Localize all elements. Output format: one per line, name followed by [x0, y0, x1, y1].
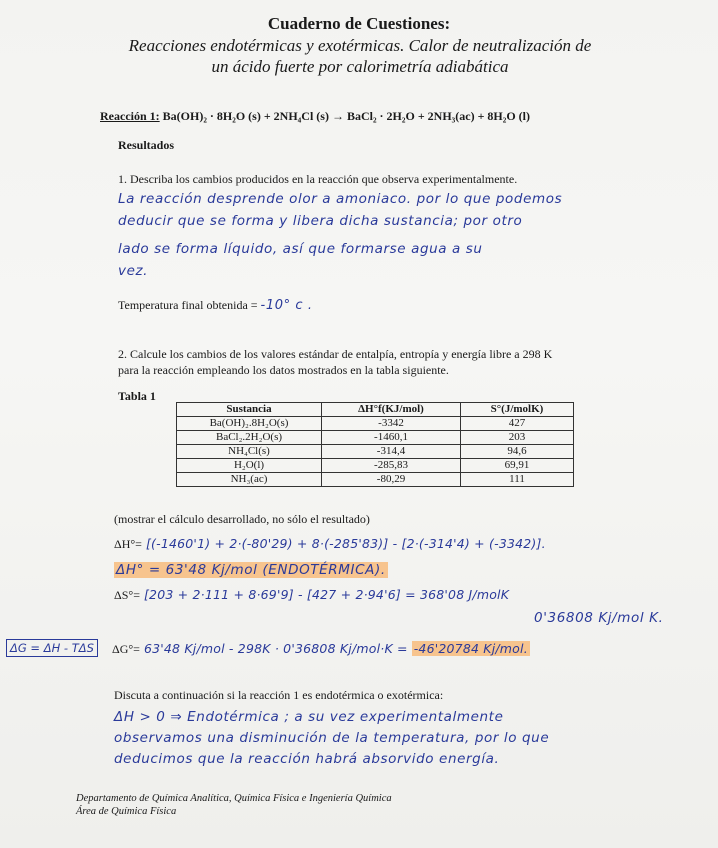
table-cell: 203 — [461, 431, 574, 445]
table-header-cell: S°(J/molK) — [461, 403, 574, 417]
table-cell: 69,91 — [461, 459, 574, 473]
table-cell: 94,6 — [461, 445, 574, 459]
enthalpy-result-text: ΔH° = 63'48 Kj/mol (ENDOTÉRMICA). — [116, 562, 386, 578]
table-cell: NH₄Cl(s) — [177, 445, 322, 459]
table-row — [177, 445, 574, 459]
page-title: Cuaderno de Cuestiones: — [267, 14, 451, 33]
table-cell: BaCl₂.2H₂O(s) — [177, 431, 322, 445]
discuss-answer-line: deducimos que la reacción habrá absorvido energía. — [114, 751, 500, 767]
question-2-prompt-line-1: 2. Calcule los cambios de los valores estándar de entalpía, entropía y energía libre a 298 K — [118, 347, 553, 361]
table-header-cell: ΔH°f(KJ/mol) — [322, 403, 461, 417]
footer-department: Departamento de Química Analítica, Química Física e Ingeniería Química — [76, 793, 392, 804]
enthalpy-calc-row — [114, 535, 546, 553]
q1-answer-line: La reacción desprende olor a amoniaco. por lo que podemos — [118, 191, 563, 207]
gibbs-formula-box: ΔG = ΔH - TΔS — [6, 639, 98, 657]
table-cell: Ba(OH)₂.8H₂O(s) — [177, 417, 322, 431]
results-heading: Resultados — [118, 138, 175, 152]
table-cell: -285,83 — [322, 459, 461, 473]
table-row — [177, 431, 574, 445]
entropy-expression: [203 + 2·111 + 8·69'9] - [427 + 2·94'6] = 368'08 J/molK — [143, 587, 510, 602]
table-caption: Tabla 1 — [118, 389, 156, 403]
temperature-value: -10° c . — [260, 298, 313, 313]
q1-answer-line: lado se forma líquido, así que formarse agua a su — [118, 241, 483, 257]
footer-area: Área de Química Física — [76, 806, 177, 817]
table-row — [177, 473, 574, 487]
temperature-label: Temperatura final obtenida = — [118, 298, 258, 312]
discuss-answer-line: ΔH > 0 ⇒ Endotérmica ; a su vez experimentalmente — [114, 709, 504, 725]
question-1-prompt: 1. Describa los cambios producidos en la reacción que observa experimentalmente. — [118, 172, 518, 186]
table-cell: NH₃(ac) — [177, 473, 322, 487]
subtitle-line-2: un ácido fuerte por calorimetría adiabática — [211, 57, 509, 76]
discuss-prompt: Discuta a continuación si la reacción 1 es endotérmica o exotérmica: — [114, 688, 444, 702]
enthalpy-expression: [(-1460'1) + 2·(-80'29) + 8·(-285'83)] - [2·(-314'4) + (-3342)]. — [145, 536, 546, 551]
table-cell: -80,29 — [322, 473, 461, 487]
q1-answer-line: vez. — [118, 263, 149, 279]
table-cell: H₂O(l) — [177, 459, 322, 473]
enthalpy-label: ΔH°= — [114, 537, 142, 551]
calc-note: (mostrar el cálculo desarrollado, no sólo el resultado) — [114, 512, 370, 526]
table-cell: 111 — [461, 473, 574, 487]
reaction-equation: Ba(OH)₂ · 8H₂O (s) + 2NH₄Cl (s) → BaCl₂ · 2H₂O + 2NH₃(ac) + 8H₂O (l) — [162, 109, 530, 123]
enthalpy-result — [114, 562, 388, 578]
entropy-result-kj: 0'36808 Kj/mol K. — [534, 610, 664, 626]
table-cell: -1460,1 — [322, 431, 461, 445]
temperature-row — [118, 298, 313, 313]
subtitle-line-1: Reacciones endotérmicas y exotérmicas. Calor de neutralización de — [128, 36, 592, 55]
table-row — [177, 417, 574, 431]
discuss-answer-line: observamos una disminución de la temperatura, por lo que — [114, 730, 550, 746]
table-row — [177, 459, 574, 473]
table-cell: -3342 — [322, 417, 461, 431]
table-header-row — [177, 403, 574, 417]
gibbs-result: -46'20784 Kj/mol. — [413, 641, 528, 656]
table-cell: 427 — [461, 417, 574, 431]
table-cell: -314,4 — [322, 445, 461, 459]
table-header-cell: Sustancia — [177, 403, 322, 417]
gibbs-label: ΔG°= — [112, 642, 140, 656]
gibbs-expression: 63'48 Kj/mol - 298K · 0'36808 Kj/mol·K = — [143, 641, 408, 656]
footer — [76, 792, 392, 818]
question-2-prompt-line-2: para la reacción empleando los datos mostrados en la tabla siguiente. — [118, 363, 449, 377]
page-subtitle — [70, 35, 650, 77]
reaction-label: Reacción 1: — [100, 109, 160, 123]
q1-answer-line: deducir que se forma y libera dicha sustancia; por otro — [118, 213, 523, 229]
entropy-label: ΔS°= — [114, 588, 140, 602]
gibbs-calc-row — [112, 640, 530, 658]
thermo-data-table — [176, 402, 574, 487]
entropy-calc-row — [114, 586, 509, 604]
reaction-line — [100, 109, 530, 124]
